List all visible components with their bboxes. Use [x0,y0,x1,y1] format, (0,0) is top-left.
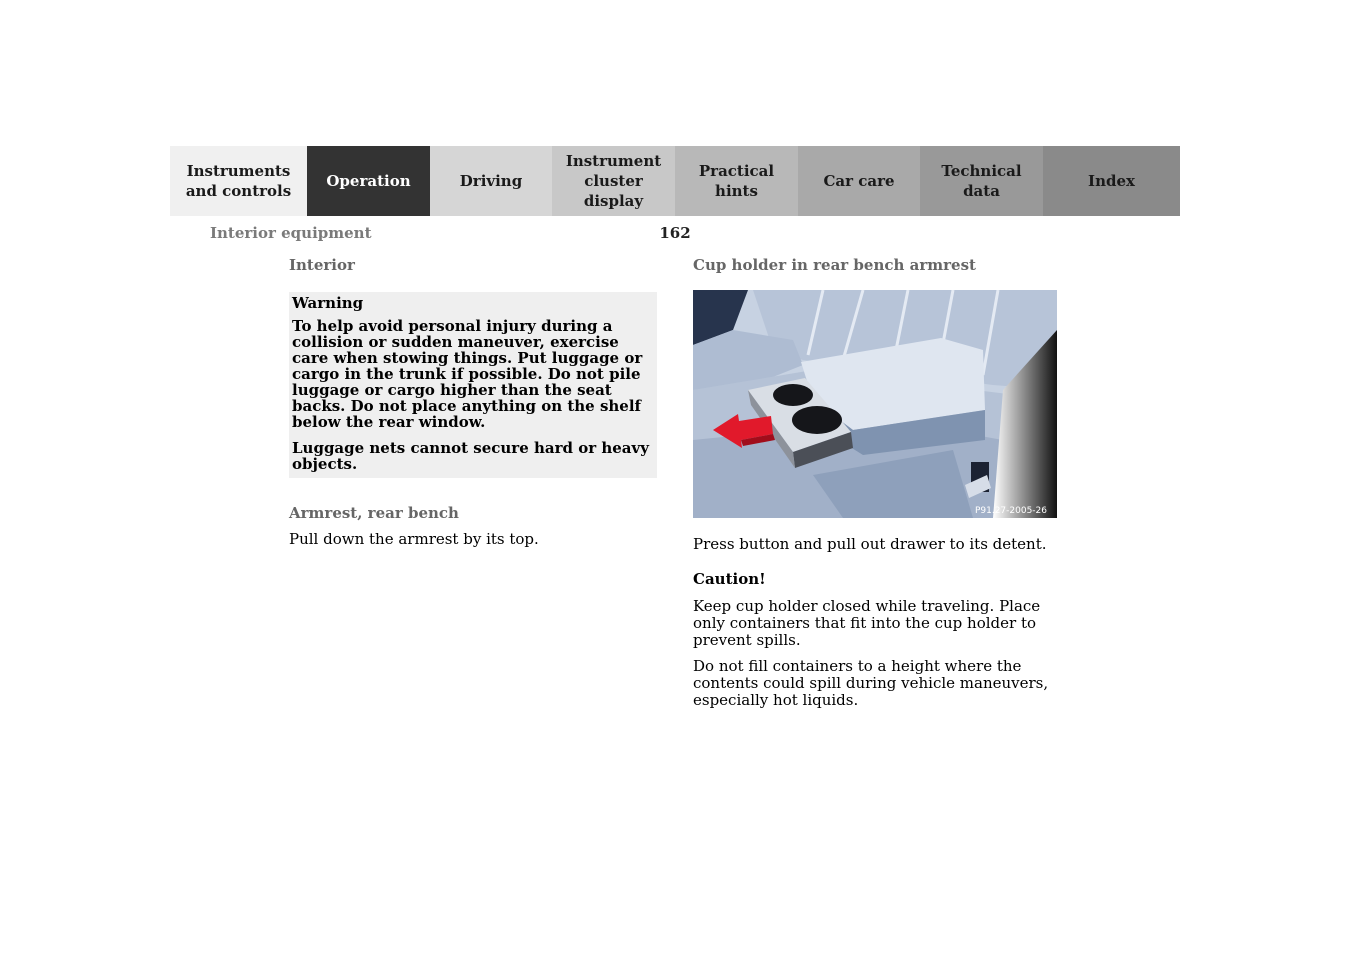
right-column [693,256,1057,709]
armrest-text: Pull down the armrest by its top. [289,530,539,548]
nav-tab-label: Index [1088,172,1135,190]
nav-tab-label: Instruments and controls [185,162,292,200]
caution-text-2: Do not fill containers to a height where the contents could spill during vehicle maneuvers, especially hot liquids. [693,657,1049,709]
section-title: Interior equipment [210,224,372,242]
nav-tab-instrument-cluster-display[interactable] [552,146,675,216]
left-column [289,256,657,548]
nav-tab-label: Practical hints [698,162,775,200]
nav-tab-label: Operation [326,172,411,190]
nav-tab-operation[interactable] [307,146,430,216]
instruction-text: Press button and pull out drawer to its detent. [693,535,1047,553]
chapter-nav [170,146,1180,216]
cup-holder-heading: Cup holder in rear bench armrest [693,256,976,274]
armrest-heading: Armrest, rear bench [289,504,459,522]
cup-holder-illustration [693,290,1057,518]
warning-text-2: Luggage nets cannot secure hard or heavy objects. [292,439,649,473]
nav-tab-label: Instrument cluster display [565,152,662,210]
nav-tab-label: Driving [459,172,523,190]
nav-tab-instruments-and-controls[interactable] [170,146,307,216]
interior-heading: Interior [289,256,355,274]
page-number: 162 [659,224,691,242]
armrest-drawing [693,290,1057,518]
warning-box [289,292,657,478]
nav-tab-technical-data[interactable] [920,146,1043,216]
nav-tab-car-care[interactable] [798,146,920,216]
nav-tab-index[interactable] [1043,146,1180,216]
nav-tab-label: Technical data [941,162,1022,200]
figure-code: P91.27-2005-26 [974,506,1047,516]
caution-text-1: Keep cup holder closed while traveling. Place only containers that fit into the cup holder to prevent spills. [693,597,1041,649]
nav-tab-label: Car care [823,172,895,190]
warning-title: Warning [292,294,364,312]
nav-tab-practical-hints[interactable] [675,146,798,216]
caution-title: Caution! [693,570,766,588]
nav-tab-driving[interactable] [430,146,552,216]
warning-text-1: To help avoid personal injury during a collision or sudden maneuver, exercise care when stowing things. Put luggage or cargo in the trunk if possible. Do not pile luggage or cargo higher than the seat backs. Do not place anything on the shelf below the rear window. [292,317,643,431]
